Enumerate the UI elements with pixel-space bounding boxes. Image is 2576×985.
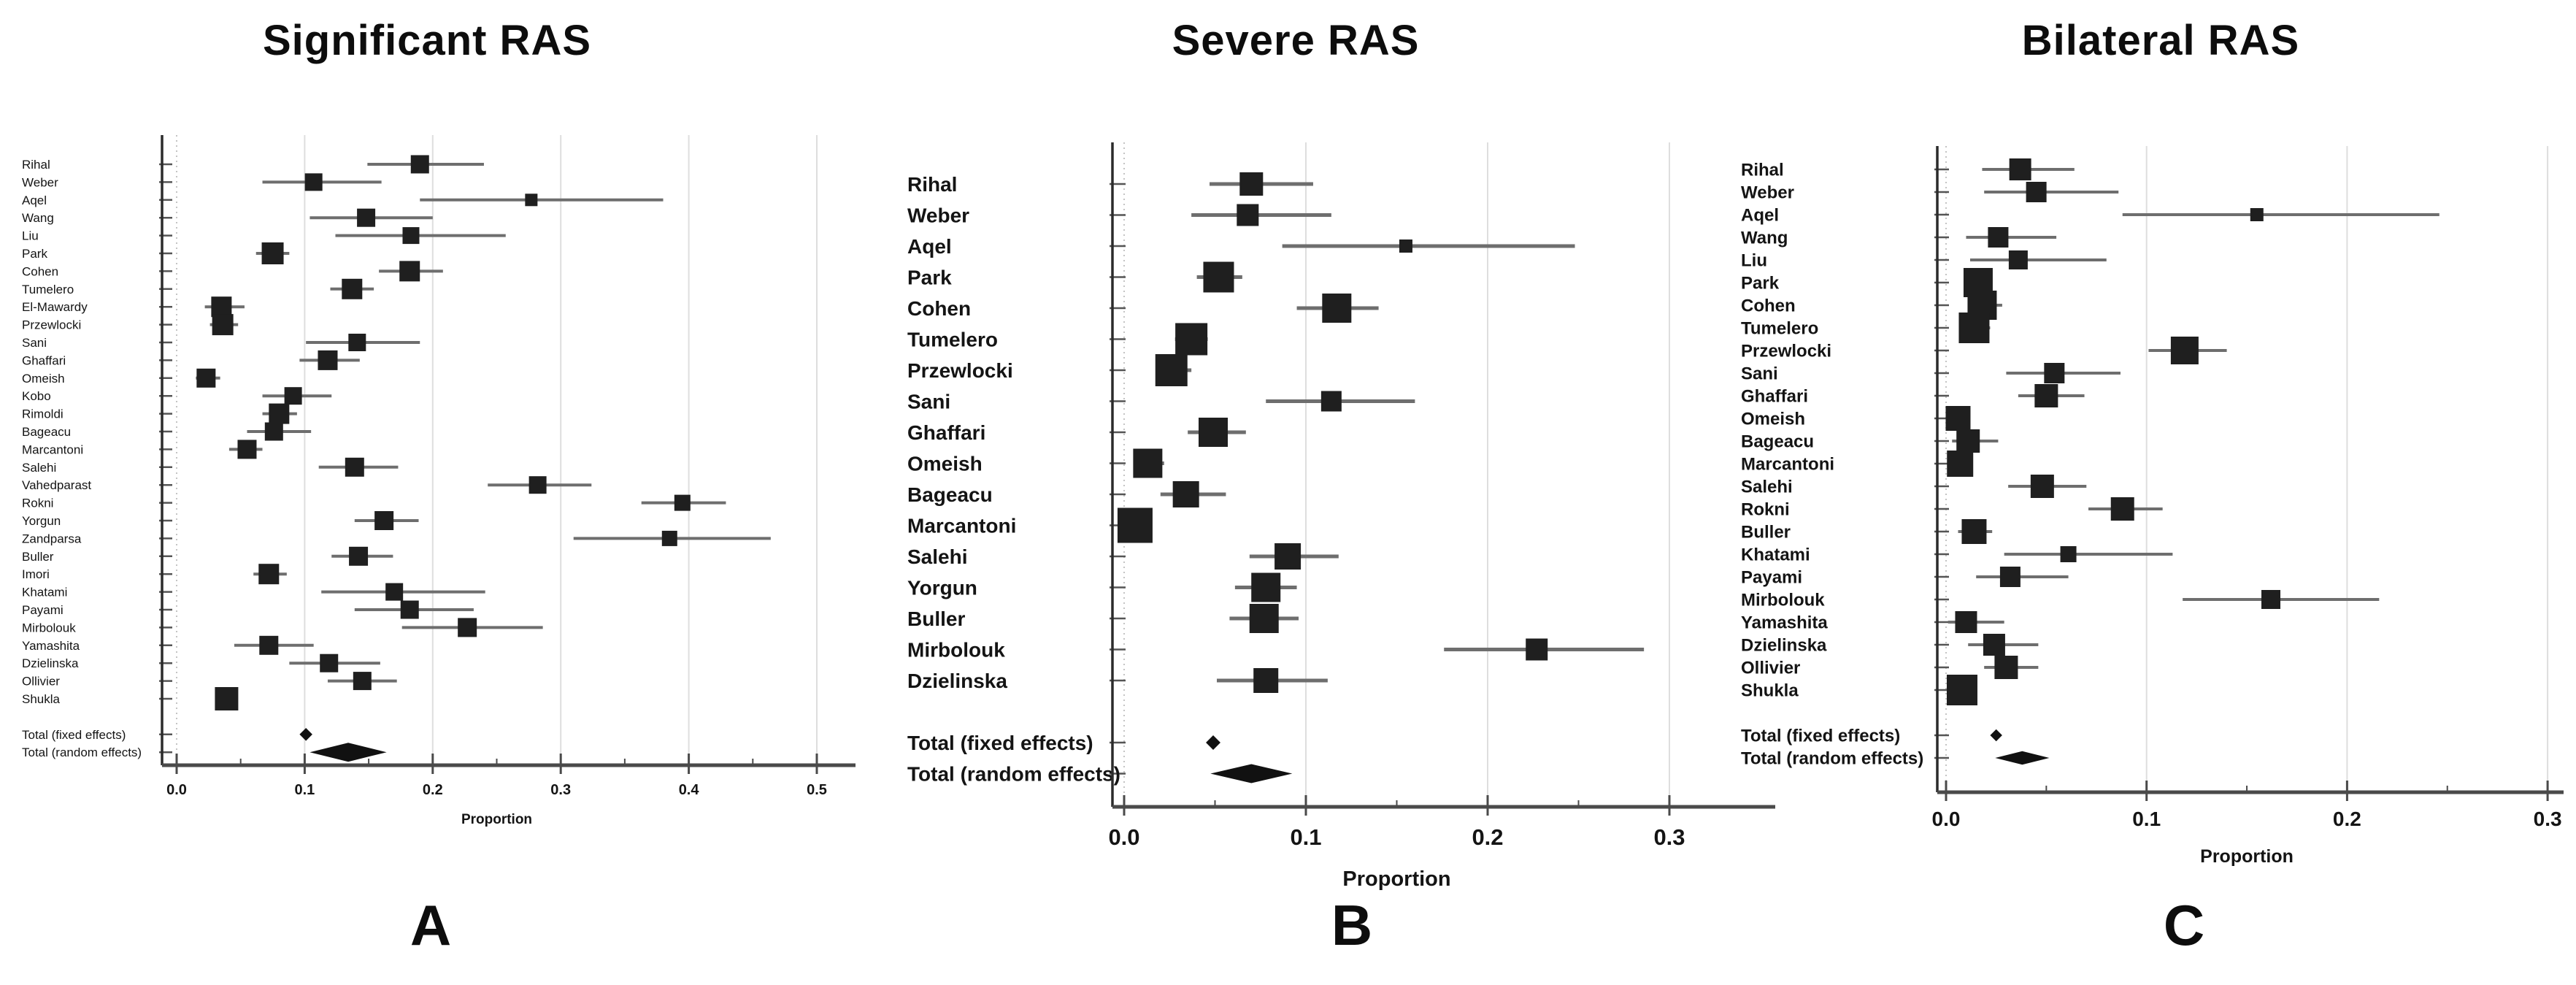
estimate-marker	[1321, 391, 1342, 412]
estimate-marker	[1961, 519, 1986, 544]
estimate-marker	[345, 458, 364, 477]
estimate-marker	[399, 261, 420, 281]
panel-b-letter: B	[1331, 893, 1373, 957]
study-label: Shukla	[22, 691, 60, 706]
estimate-marker	[411, 156, 429, 174]
random-effects-diamond	[1995, 751, 2049, 765]
study-label: Yorgun	[907, 576, 977, 599]
study-label: Payami	[1741, 567, 1803, 588]
study-label: El-Mawardy	[22, 300, 88, 315]
estimate-marker	[1175, 323, 1207, 356]
study-label: Rihal	[22, 157, 50, 172]
x-tick-label: 0.3	[2533, 808, 2562, 830]
study-label: Weber	[1741, 183, 1794, 203]
x-tick-label: 0.3	[550, 782, 572, 798]
x-tick-label: 0.5	[807, 782, 827, 798]
estimate-marker	[1947, 675, 1977, 705]
estimate-marker	[269, 404, 289, 424]
x-tick-label: 0.4	[678, 782, 699, 798]
estimate-marker	[402, 227, 419, 244]
study-label: Cohen	[907, 296, 972, 320]
estimate-marker	[2031, 475, 2054, 498]
study-label: Omeish	[907, 452, 983, 475]
study-label: Przewlocki	[907, 359, 1013, 382]
study-label: Dzielinska	[22, 656, 79, 671]
estimate-marker	[320, 654, 338, 672]
study-label: Dzielinska	[907, 669, 1007, 692]
estimate-marker	[1250, 604, 1279, 633]
x-tick-label: 0.1	[294, 782, 315, 798]
study-label: Ghaffari	[1741, 386, 1809, 407]
estimate-marker	[237, 440, 256, 459]
study-label: Shukla	[1741, 681, 1799, 701]
study-label: Ghaffari	[22, 353, 66, 368]
estimate-marker	[1173, 481, 1199, 507]
x-tick-label: 0.0	[1931, 808, 1961, 830]
forest-panel-c	[1741, 146, 2564, 867]
forest-panel-a	[22, 135, 856, 827]
study-label: Salehi	[22, 460, 57, 475]
estimate-marker	[374, 511, 393, 530]
total-label: Total (fixed effects)	[22, 727, 126, 742]
random-effects-diamond	[1210, 764, 1292, 783]
x-tick-label: 0.2	[422, 782, 443, 798]
x-axis-title: Proportion	[1342, 867, 1451, 891]
estimate-marker	[1203, 262, 1234, 293]
x-tick-label: 0.0	[1108, 824, 1140, 850]
x-tick-label: 0.1	[1290, 824, 1322, 850]
estimate-marker	[1526, 639, 1547, 661]
study-label: Salehi	[907, 545, 968, 568]
estimate-marker	[342, 279, 362, 299]
random-effects-diamond	[309, 743, 386, 762]
estimate-marker	[196, 369, 215, 388]
estimate-marker	[1156, 354, 1188, 386]
study-label: Omeish	[1741, 409, 1806, 429]
study-label: Sani	[1741, 364, 1778, 384]
estimate-marker	[212, 314, 234, 335]
estimate-marker	[259, 636, 278, 655]
estimate-marker	[349, 547, 368, 566]
estimate-marker	[1253, 668, 1278, 693]
total-label: Total (random effects)	[22, 746, 142, 760]
study-label: Sani	[907, 390, 951, 413]
estimate-marker	[674, 495, 691, 511]
study-label: Marcantoni	[1741, 454, 1835, 475]
study-label: Buller	[1741, 522, 1791, 543]
estimate-marker	[262, 242, 284, 264]
estimate-marker	[2000, 567, 2021, 587]
estimate-marker	[1399, 239, 1412, 253]
study-label: Ollivier	[1741, 658, 1801, 678]
study-label: Park	[22, 246, 47, 261]
estimate-marker	[215, 687, 238, 710]
study-label: Liu	[22, 229, 39, 243]
study-label: Aqel	[907, 234, 952, 258]
study-label: Mirbolouk	[907, 638, 1005, 662]
panel-a-title: Significant RAS	[262, 17, 592, 64]
study-label: Zandparsa	[22, 532, 82, 546]
x-axis-title: Proportion	[461, 812, 533, 827]
estimate-marker	[353, 672, 372, 690]
estimate-marker	[1237, 204, 1258, 226]
estimate-marker	[1118, 508, 1153, 543]
x-tick-label: 0.2	[1472, 824, 1504, 850]
estimate-marker	[2171, 337, 2199, 364]
study-label: Vahedparast	[22, 478, 92, 493]
x-axis-title: Proportion	[2200, 846, 2294, 867]
estimate-marker	[2111, 497, 2134, 521]
estimate-marker	[2250, 208, 2264, 221]
estimate-marker	[305, 173, 323, 191]
estimate-marker	[318, 350, 337, 370]
study-label: Buller	[22, 549, 54, 564]
estimate-marker	[662, 531, 677, 546]
study-label: Rimoldi	[22, 407, 64, 421]
study-label: Sani	[22, 335, 47, 350]
estimate-marker	[1274, 543, 1301, 570]
estimate-marker	[1251, 573, 1280, 602]
study-label: Wang	[1741, 228, 1788, 248]
study-label: Bageacu	[22, 424, 72, 439]
study-label: Liu	[1741, 250, 1767, 271]
study-label: Rihal	[907, 172, 958, 196]
study-label: Bageacu	[907, 483, 993, 506]
estimate-marker	[2061, 546, 2077, 562]
study-label: Cohen	[22, 264, 59, 279]
total-label: Total (fixed effects)	[907, 731, 1093, 754]
study-label: Aqel	[1741, 205, 1780, 226]
study-label: Ghaffari	[907, 421, 986, 444]
estimate-marker	[2009, 250, 2028, 269]
study-label: Park	[907, 266, 952, 289]
estimate-marker	[1955, 611, 1977, 633]
estimate-marker	[1945, 406, 1970, 431]
estimate-marker	[1322, 294, 1351, 323]
study-label: Khatami	[1741, 545, 1810, 565]
estimate-marker	[1199, 418, 1228, 447]
study-label: Yamashita	[1741, 613, 1828, 633]
study-label: Tumelero	[1741, 318, 1819, 339]
estimate-marker	[211, 296, 231, 317]
study-label: Weber	[22, 175, 58, 190]
study-label: Aqel	[22, 193, 47, 207]
estimate-marker	[1958, 313, 1989, 343]
estimate-marker	[2261, 590, 2280, 609]
study-label: Buller	[907, 607, 966, 630]
study-label: Tumelero	[907, 328, 998, 351]
study-label: Imori	[22, 567, 50, 582]
study-label: Dzielinska	[1741, 635, 1827, 656]
estimate-marker	[1239, 172, 1263, 196]
estimate-marker	[1988, 227, 2008, 248]
estimate-marker	[401, 601, 419, 619]
estimate-marker	[258, 564, 279, 584]
study-label: Bageacu	[1741, 432, 1815, 452]
fixed-effects-diamond	[1990, 729, 2002, 741]
study-label: Cohen	[1741, 296, 1796, 316]
study-label: Marcantoni	[907, 514, 1017, 537]
estimate-marker	[458, 618, 477, 637]
estimate-marker	[1994, 656, 2018, 679]
study-label: Khatami	[22, 585, 68, 599]
x-tick-label: 0.0	[166, 782, 187, 798]
study-label: Przewlocki	[1741, 341, 1832, 361]
fixed-effects-diamond	[1206, 735, 1220, 750]
estimate-marker	[525, 193, 537, 206]
study-label: Mirbolouk	[1741, 590, 1825, 610]
estimate-marker	[385, 583, 403, 601]
estimate-marker	[2044, 363, 2064, 383]
x-tick-label: 0.1	[2132, 808, 2161, 830]
study-label: Mirbolouk	[22, 621, 76, 635]
total-label: Total (fixed effects)	[1741, 726, 1901, 746]
total-label: Total (random effects)	[1741, 748, 1924, 769]
estimate-marker	[2026, 182, 2047, 202]
panel-b-title: Severe RAS	[1172, 17, 1420, 64]
x-tick-label: 0.2	[2332, 808, 2361, 830]
total-label: Total (random effects)	[907, 762, 1120, 786]
estimate-marker	[1956, 429, 1980, 453]
panel-c-letter: C	[2163, 893, 2205, 957]
estimate-marker	[1947, 451, 1973, 477]
fixed-effects-diamond	[299, 728, 312, 741]
estimate-marker	[529, 476, 547, 494]
forest-panel-b	[907, 142, 1775, 891]
study-label: Marcantoni	[22, 442, 84, 457]
study-label: Wang	[22, 211, 54, 226]
panel-a-letter: A	[410, 893, 452, 957]
estimate-marker	[285, 387, 302, 405]
study-label: Rokni	[22, 496, 54, 510]
study-label: Rihal	[1741, 160, 1784, 180]
study-label: Omeish	[22, 371, 65, 386]
estimate-marker	[357, 209, 375, 227]
study-label: Weber	[907, 204, 970, 227]
study-label: Yorgun	[22, 513, 61, 528]
estimate-marker	[1133, 449, 1162, 478]
study-label: Ollivier	[22, 674, 60, 689]
study-label: Payami	[22, 602, 64, 617]
study-label: Salehi	[1741, 477, 1793, 497]
study-label: Rokni	[1741, 499, 1790, 520]
study-label: Tumelero	[22, 282, 74, 296]
estimate-marker	[265, 423, 283, 441]
study-label: Kobo	[22, 389, 51, 404]
estimate-marker	[1983, 634, 2005, 656]
estimate-marker	[2034, 384, 2058, 407]
estimate-marker	[2010, 158, 2031, 180]
study-label: Park	[1741, 273, 1780, 294]
estimate-marker	[348, 334, 366, 351]
study-label: Przewlocki	[22, 318, 82, 332]
study-label: Yamashita	[22, 638, 80, 653]
panel-c-title: Bilateral RAS	[2021, 17, 2300, 64]
x-tick-label: 0.3	[1653, 824, 1685, 850]
